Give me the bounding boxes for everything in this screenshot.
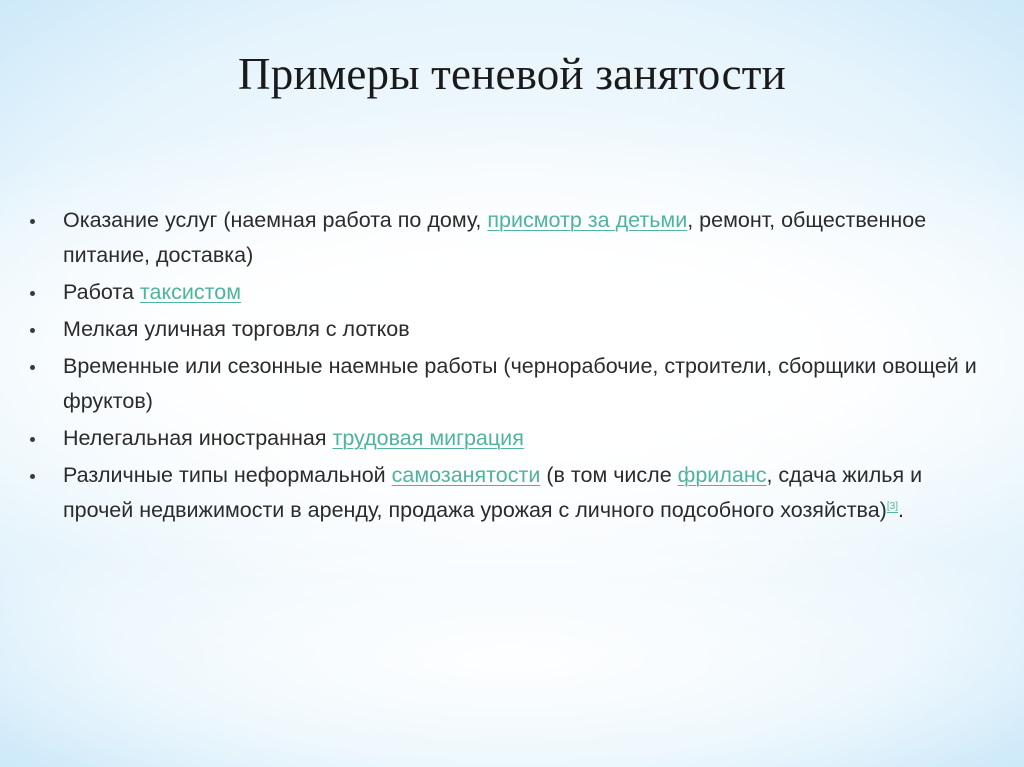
bullet-icon bbox=[30, 474, 35, 479]
item-text: Нелегальная иностранная bbox=[63, 426, 333, 450]
reference-link[interactable]: [3] bbox=[886, 500, 898, 512]
bullet-icon bbox=[30, 437, 35, 442]
item-text: . bbox=[897, 498, 904, 522]
item-text: (в том числе bbox=[540, 463, 678, 487]
item-text: , ремонт, общественное питание, доставка) bbox=[63, 208, 927, 267]
item-text: , сдача жилья и прочей недвижимости в аренду, продажа урожая с личного подсобного хозяйства) bbox=[63, 463, 923, 522]
slide-title: Примеры теневой занятости bbox=[238, 49, 786, 99]
list-item bbox=[30, 458, 990, 528]
link-self-employment[interactable]: самозанятости bbox=[391, 463, 541, 487]
bullet-icon bbox=[30, 328, 35, 333]
bullet-icon bbox=[30, 291, 35, 296]
bullet-icon bbox=[30, 219, 35, 224]
item-text: Оказание услуг (наемная работа по дому, bbox=[63, 208, 488, 232]
link-childcare[interactable]: присмотр за детьми bbox=[487, 208, 688, 232]
list-item bbox=[30, 275, 990, 310]
link-labor-migration[interactable]: трудовая миграция bbox=[332, 426, 524, 450]
item-text: Временные или сезонные наемные работы (чернорабочие, строители, сборщики овощей и фруктов) bbox=[63, 354, 977, 413]
list-item bbox=[30, 312, 990, 347]
list-item bbox=[30, 421, 990, 456]
list-item bbox=[30, 203, 990, 273]
link-taxi-driver[interactable]: таксистом bbox=[139, 280, 241, 304]
bullet-list bbox=[30, 203, 990, 530]
item-text: Мелкая уличная торговля с лотков bbox=[63, 317, 410, 341]
link-freelance[interactable]: фриланс bbox=[677, 463, 767, 487]
item-text: Различные типы неформальной bbox=[63, 463, 392, 487]
list-item bbox=[30, 349, 990, 419]
bullet-icon bbox=[30, 365, 35, 370]
item-text: Работа bbox=[63, 280, 140, 304]
